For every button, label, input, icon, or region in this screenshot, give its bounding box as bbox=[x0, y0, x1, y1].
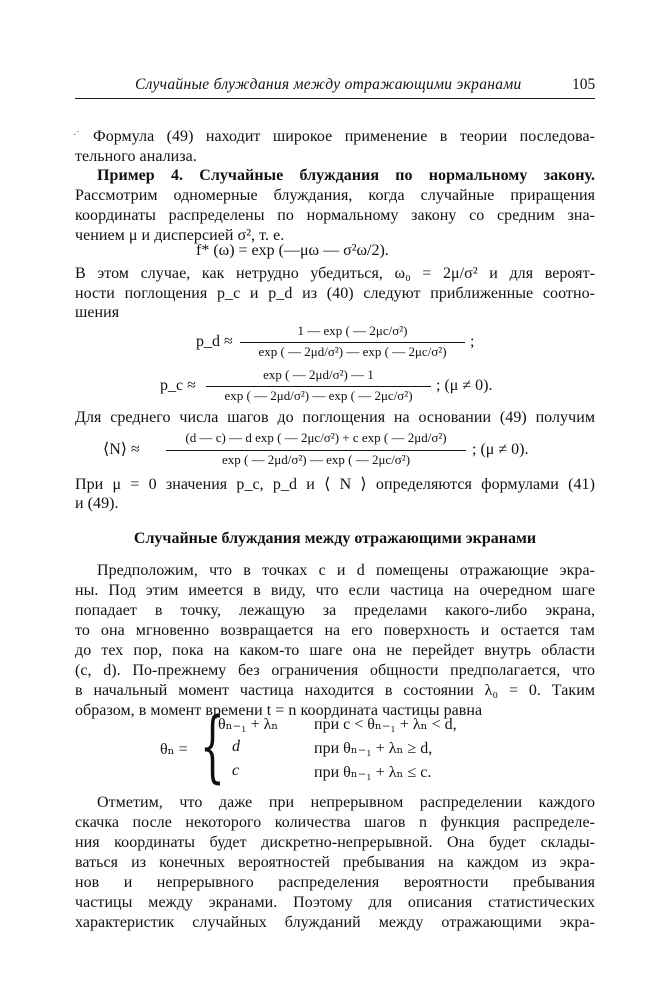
formula-n-fraction-bar bbox=[166, 450, 466, 451]
left-brace-icon: { bbox=[200, 702, 225, 792]
print-speck: ·˙ bbox=[73, 130, 80, 141]
text-line: чением μ и дисперсией σ², т. е. bbox=[75, 227, 285, 244]
text-line: нов и непрерывного распределения вероятности пребывания bbox=[75, 874, 595, 891]
text-line: ности поглощения p_c и p_d из (40) следуют приближенные соотно- bbox=[75, 285, 595, 302]
text-line: характеристик случайных блужданий между отражающими экра- bbox=[75, 914, 595, 931]
example-heading: Пример 4. Случайные блуждания по нормальному закону. bbox=[97, 167, 595, 184]
text-line: скачка после некоторого количества шагов n функция распределе- bbox=[75, 814, 595, 831]
text-line: координаты распределены по нормальному закону со средним зна- bbox=[75, 207, 595, 224]
text-line: (c, d). По-прежнему без ограничения общности предполагается, что bbox=[75, 662, 595, 679]
formula-n-lhs: ⟨N⟩ ≈ bbox=[103, 441, 140, 458]
formula-pd-tail: ; bbox=[470, 333, 475, 350]
case-condition: при θₙ₋₁ + λₙ ≥ d, bbox=[314, 740, 433, 757]
text-line: Рассмотрим одномерные блуждания, когда случайные приращения bbox=[75, 187, 595, 204]
formula-pc-fraction-bar bbox=[206, 386, 431, 387]
formula-pd-fraction-bar bbox=[240, 342, 465, 343]
text-line: шения bbox=[75, 304, 120, 321]
formula-f-omega: f* (ω) = exp (—μω — σ²ω/2). bbox=[196, 242, 389, 259]
case-condition: при c < θₙ₋₁ + λₙ < d, bbox=[314, 716, 457, 733]
text-line: Для среднего числа шагов до поглощения на основании (49) получим bbox=[75, 409, 595, 426]
formula-pc-numerator: exp ( — 2μd/σ²) — 1 bbox=[263, 367, 374, 382]
text-line: В этом случае, как нетрудно убедиться, ω₀ = 2μ/σ² и для вероят- bbox=[75, 265, 595, 282]
section-title: Случайные блуждания между отражающими экранами bbox=[133, 530, 537, 547]
text-line: ния координаты будет дискретно-непрерывной. Она будет склады- bbox=[75, 834, 595, 851]
text-line: ваться из конечных вероятностей пребывания на каждом из экра- bbox=[75, 854, 595, 871]
case-condition: при θₙ₋₁ + λₙ ≤ c. bbox=[314, 764, 432, 781]
text-line: ны. Под этим имеется в виду, что если частица на очередном шаге bbox=[75, 582, 595, 599]
text-line: При μ = 0 значения p_c, p_d и ⟨ N ⟩ определяются формулами (41) bbox=[75, 476, 595, 493]
running-header-title: Случайные блуждания между отражающими экранами bbox=[135, 76, 522, 93]
formula-pc-lhs: p_c ≈ bbox=[160, 377, 196, 394]
text-line: Предположим, что в точках c и d помещены отражающие экра- bbox=[97, 562, 595, 579]
case-value: θₙ₋₁ + λₙ bbox=[218, 716, 279, 733]
text-line: тельного анализа. bbox=[75, 148, 197, 165]
text-line: образом, в момент времени t = n координата частицы равна bbox=[75, 702, 483, 719]
case-value: c bbox=[232, 762, 240, 779]
text-line: Отметим, что даже при непрерывном распределении каждого bbox=[97, 794, 595, 811]
text-line: Формула (49) находит широкое применение в теории последова- bbox=[93, 128, 595, 145]
case-value: d bbox=[232, 738, 240, 755]
formula-pc-denominator: exp ( — 2μd/σ²) — exp ( — 2μc/σ²) bbox=[224, 388, 413, 403]
formula-n-numerator: (d — c) — d exp ( — 2μc/σ²) + c exp ( — 2μd/σ²) bbox=[185, 430, 447, 445]
header-rule bbox=[75, 98, 595, 99]
page-number: 105 bbox=[572, 76, 596, 93]
formula-pc-tail: ; (μ ≠ 0). bbox=[436, 377, 493, 394]
formula-theta-lhs: θₙ = bbox=[160, 741, 188, 758]
formula-n-denominator: exp ( — 2μd/σ²) — exp ( — 2μc/σ²) bbox=[221, 452, 411, 467]
text-line: то она мгновенно возвращается на его поверхность и остается там bbox=[75, 622, 595, 639]
text-line: до тех пор, пока на каком-то шаге она не перейдет внутрь области bbox=[75, 642, 595, 659]
formula-n-tail: ; (μ ≠ 0). bbox=[472, 441, 529, 458]
text-line: в начальный момент частица находится в состоянии λ₀ = 0. Таким bbox=[75, 682, 595, 699]
text-line: и (49). bbox=[75, 495, 119, 512]
formula-pd-numerator: 1 — exp ( — 2μc/σ²) bbox=[297, 323, 408, 338]
formula-pd-lhs: p_d ≈ bbox=[196, 333, 233, 350]
formula-pd-denominator: exp ( — 2μd/σ²) — exp ( — 2μc/σ²) bbox=[258, 344, 447, 359]
text-line: частицы между экранами. Поэтому для описания статистических bbox=[75, 894, 595, 911]
text-line: попадает в точку, лежащую за пределами какого-либо экрана, bbox=[75, 602, 595, 619]
